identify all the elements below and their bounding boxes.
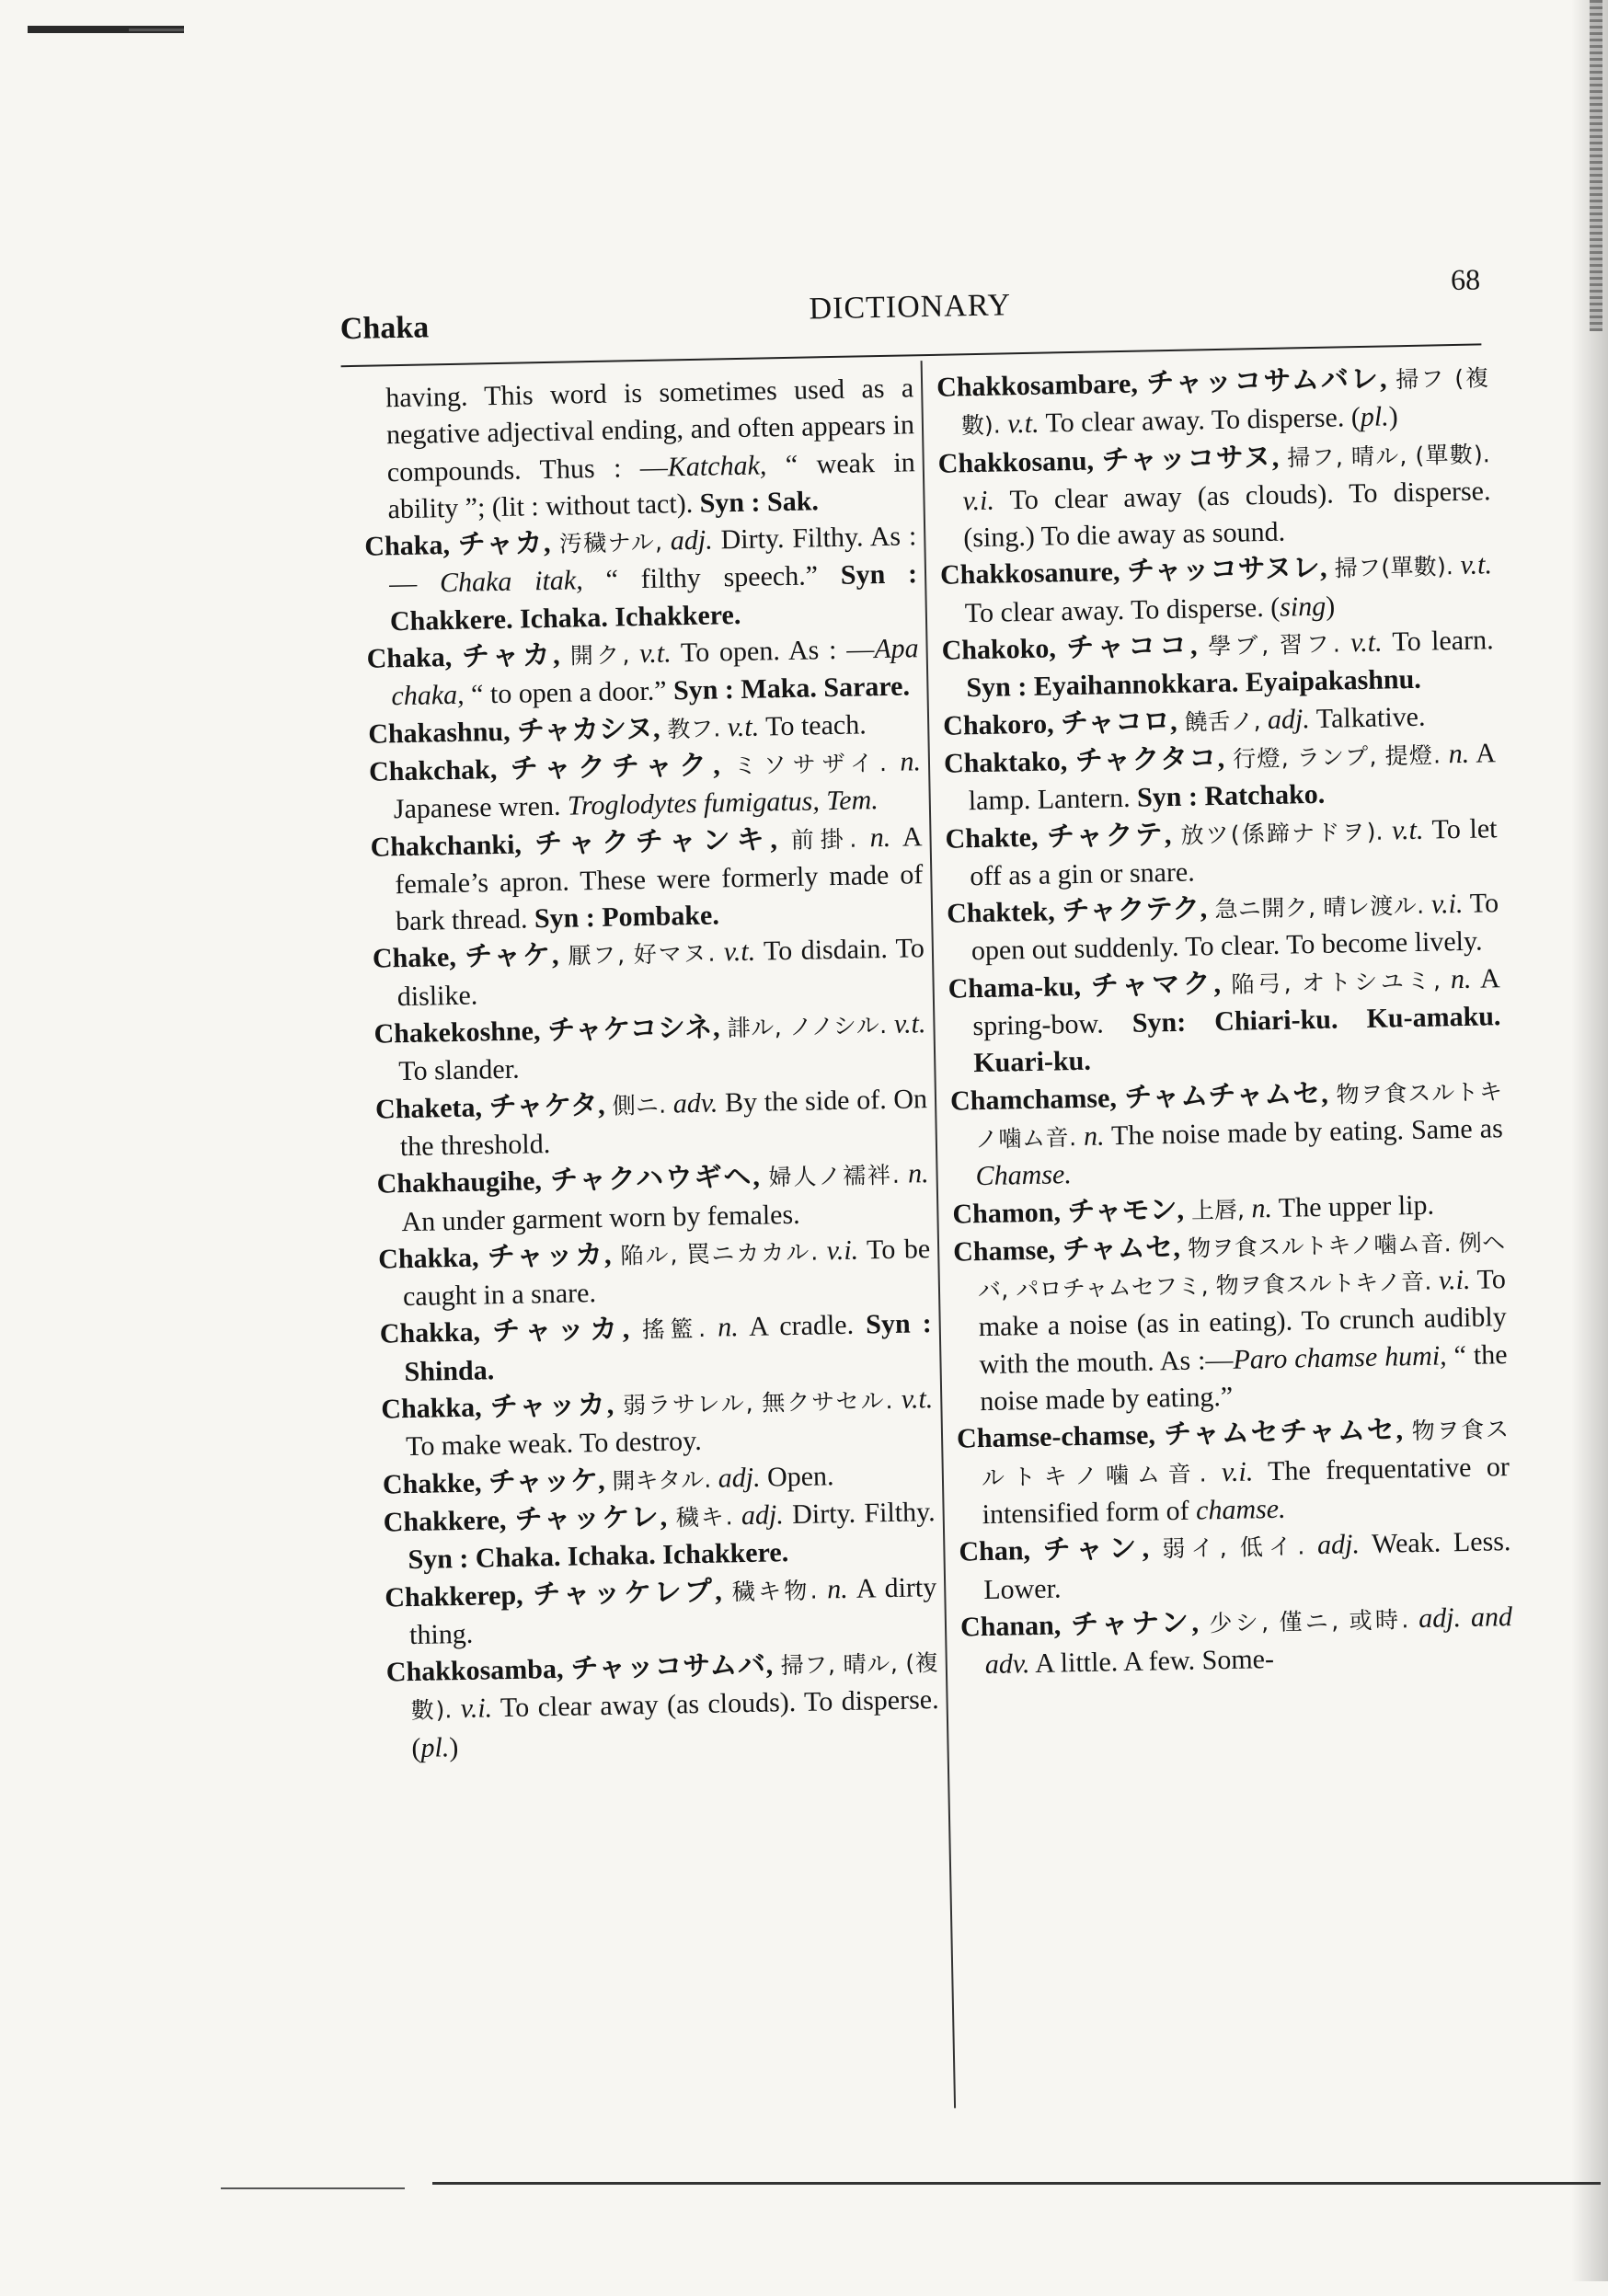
synonym-words: Pombake. [594, 900, 720, 934]
part-of-speech: adj. [1304, 1529, 1361, 1561]
definition-text: Open. [760, 1460, 834, 1493]
bottom-rule [432, 2182, 1601, 2185]
headword: Chakkosanu, [937, 445, 1095, 479]
katakana-reading: チャカ, [451, 639, 560, 673]
part-of-speech: adj. [732, 1499, 785, 1532]
dictionary-entry [381, 1381, 934, 1466]
japanese-gloss: 側ニ. [604, 1091, 667, 1119]
katakana-reading: チャカ, [449, 528, 551, 561]
headword: Chakkere, [383, 1504, 507, 1538]
part-of-speech: v.i. [451, 1693, 493, 1725]
definition-text: ) [1325, 591, 1336, 622]
example-text: Chaka itak, [439, 565, 583, 599]
definition-text: Talkative. [1309, 701, 1426, 734]
headword: Chakkerep, [384, 1579, 523, 1613]
japanese-gloss: 掃フ (複數). [960, 364, 1489, 440]
page-edge-binding [1590, 0, 1602, 331]
japanese-gloss: 開ク, [559, 641, 630, 670]
japanese-gloss: 陥ル, 罠ニカカル. [611, 1238, 819, 1269]
headword: Chakkosamba, [385, 1653, 564, 1688]
katakana-reading: チャクテ, [1038, 819, 1172, 853]
page-number: 68 [1450, 262, 1481, 297]
headword: Chakka, [377, 1242, 479, 1275]
headword: Chaka, [366, 642, 453, 674]
katakana-reading: チャッコサヌ, [1093, 442, 1280, 476]
definition-text: A cradle. [738, 1309, 867, 1343]
headword: Chakhaugihe, [376, 1165, 543, 1200]
dictionary-entry [941, 622, 1494, 707]
part-of-speech: v.t. [715, 936, 756, 968]
japanese-gloss: 穢キ. [666, 1503, 733, 1532]
headword: Chakka, [381, 1392, 482, 1425]
dictionary-entry [937, 435, 1491, 557]
japanese-gloss: 教フ. [660, 715, 721, 743]
dictionary-entry [373, 931, 925, 1016]
japanese-gloss: 掃フ(單數). [1327, 553, 1454, 583]
dictionary-entry [959, 1523, 1511, 1609]
dictionary-entry [369, 743, 922, 829]
definition-text: To be caught in a snare. [402, 1233, 931, 1313]
definition-text: The noise made by eating. Same as [1104, 1113, 1504, 1152]
part-of-speech: v.i. [1430, 1264, 1471, 1296]
japanese-gloss: 物ヲ食スルトキノ噛ム音. [981, 1416, 1510, 1491]
headword: Chaka, [364, 530, 451, 562]
example-text: Paro chamse humi, [1233, 1340, 1447, 1375]
definition-text: To open out suddenly. To clear. To become lively. [971, 888, 1499, 967]
example-text: Apa chaka, [391, 633, 919, 712]
japanese-gloss: 上唇, [1183, 1196, 1246, 1224]
japanese-gloss: 行燈, ランプ, 提燈. [1223, 741, 1441, 773]
definition-text: The upper lip. [1271, 1189, 1435, 1223]
headword: Chakkosanure, [939, 557, 1120, 591]
katakana-reading: チャカシヌ, [510, 713, 660, 747]
katakana-reading: チャクタコ, [1066, 742, 1225, 777]
dictionary-entry [379, 1306, 932, 1392]
headword: Chanan, [959, 1610, 1062, 1643]
headword: Chamchamse, [949, 1082, 1118, 1117]
definition-text: Weak. Less. Lower. [982, 1526, 1511, 1605]
japanese-gloss: 厭フ, 好マヌ. [558, 939, 716, 970]
part-of-speech: v.t. [1000, 408, 1039, 440]
synonym-words: Shinda. [404, 1354, 495, 1387]
definition-text: A little. A few. Some- [1029, 1644, 1275, 1680]
dictionary-entry [945, 810, 1498, 896]
definition-text: To slander. [398, 1053, 520, 1087]
example-text: Troglodytes fumigatus, Tem. [567, 785, 879, 821]
part-of-speech: adj. [661, 524, 713, 557]
dictionary-entry [383, 1494, 936, 1579]
katakana-reading: チャケタ, [481, 1089, 605, 1123]
part-of-speech: n. [1440, 738, 1470, 770]
part-of-speech: v.t. [886, 1008, 926, 1040]
example-text: sing [1279, 591, 1327, 623]
part-of-speech: v.t. [629, 637, 672, 670]
synonym-label: Syn: [1131, 1006, 1187, 1039]
japanese-gloss: 弱ラサレル, 無クサセル. [613, 1386, 893, 1419]
headword: Chakke, [382, 1467, 482, 1500]
katakana-reading: チャクチャンキ, [521, 823, 778, 860]
definition-text: A spring-bow. [972, 962, 1500, 1042]
example-text: chamse. [1195, 1493, 1286, 1526]
japanese-gloss: 學ブ, 習フ. [1197, 630, 1341, 660]
part-of-speech: v.i. [1206, 1456, 1254, 1487]
synonym-words: Chaka. Ichaka. Ichakkere. [468, 1537, 789, 1575]
part-of-speech: v.t. [1453, 549, 1493, 581]
katakana-reading: チャッカ, [478, 1239, 612, 1273]
katakana-reading: チャクテク, [1054, 893, 1208, 927]
part-of-speech: v.i. [962, 485, 995, 517]
synonym-words: Chiari-ku. Ku-amaku. Kuari-ku. [972, 1001, 1501, 1079]
katakana-reading: チャッコサムバレ, [1137, 363, 1387, 399]
dictionary-entry [366, 630, 919, 716]
part-of-speech: v.t. [719, 711, 760, 743]
example-text: pl. [1360, 401, 1389, 433]
headword: Chakte, [945, 821, 1039, 855]
katakana-reading: チャッコサヌレ, [1120, 553, 1327, 588]
katakana-reading: チャマク, [1080, 968, 1222, 1002]
dictionary-entry [376, 1155, 929, 1241]
japanese-gloss: 急ニ開ク, 晴レ渡ル. [1206, 891, 1425, 924]
katakana-reading: チャクチャク, [496, 750, 720, 786]
definition-text: To make a noise (as in eating). To crunch audibly with the mouth. As :— [978, 1264, 1507, 1380]
dictionary-entry [385, 1569, 937, 1655]
katakana-reading: チャッケ, [481, 1464, 605, 1498]
dictionary-entry [364, 518, 918, 640]
dictionary-entry [948, 960, 1501, 1083]
guide-word: Chaka [339, 310, 430, 347]
synonym-words: Sak. [760, 486, 820, 518]
dictionary-entry [370, 819, 924, 941]
dictionary-entry [936, 359, 1489, 445]
running-head [339, 262, 1481, 347]
dictionary-entry [375, 1081, 928, 1166]
dictionary-entry [373, 1005, 926, 1091]
headword: Chakekoshne, [373, 1016, 541, 1050]
definition-text: An under garment worn by females. [401, 1199, 800, 1237]
definition-text: To teach. [758, 709, 867, 742]
definition-text: By the side of. On the threshold. [399, 1083, 928, 1163]
japanese-gloss: 誹ル, ノノシル. [719, 1012, 888, 1042]
katakana-reading: チャケコシネ, [540, 1012, 720, 1047]
japanese-gloss: 掃フ, 晴ル, (單數). [1278, 440, 1490, 472]
japanese-gloss: 放ツ(係蹄ナドヲ). [1171, 818, 1384, 849]
part-of-speech: n. [1244, 1192, 1273, 1224]
right-column [936, 359, 1513, 1684]
part-of-speech: v.t. [892, 1383, 934, 1415]
definition-text: To clear away (as clouds). To disperse. (sing.) To die away as sound. [962, 476, 1491, 554]
katakana-reading: チャムセチャムセ, [1154, 1415, 1404, 1451]
headword: Chakkosambare, [936, 368, 1139, 403]
katakana-reading: チャッカ, [479, 1314, 630, 1348]
synonym-label: Syn : [672, 674, 735, 706]
japanese-gloss: 陥弓, オトシユミ, [1220, 967, 1441, 998]
part-of-speech: n. [856, 821, 891, 854]
definition-text: Dirty. Filthy. As : — [388, 521, 917, 600]
dictionary-entry [944, 735, 1497, 821]
headword: Chan, [959, 1535, 1031, 1567]
example-text: Chamse. [975, 1159, 1073, 1192]
headword: Chamon, [952, 1196, 1062, 1230]
definition-text: To clear away (as clouds). To disperse. ( [411, 1684, 939, 1763]
synonym-label: Syn : [1136, 781, 1199, 813]
japanese-gloss: 開キタル. [604, 1465, 712, 1495]
katakana-reading: チャケ, [455, 940, 559, 973]
definition-text: To disdain. To dislike. [396, 933, 925, 1012]
katakana-reading: チャッコサムバ, [563, 1649, 774, 1684]
japanese-gloss: 物ヲ食スルトキノ噛ム音. 例ヘバ, パロチャムセフミ, 物ヲ食スルトキノ音. [977, 1228, 1506, 1304]
headword: Chake, [372, 942, 457, 975]
dictionary-entry [957, 1410, 1510, 1533]
katakana-reading: チャムチャムセ, [1116, 1078, 1328, 1113]
headword: Chakchanki, [370, 829, 523, 863]
definition-text: A lamp. Lantern. [968, 738, 1497, 817]
japanese-gloss: 掃フ, 晴ル, (複數). [410, 1649, 939, 1725]
definition-text: The frequentative or intensified form of [982, 1451, 1510, 1530]
katakana-reading: チャッカ, [481, 1389, 614, 1423]
definition-text: Dirty. Filthy. [783, 1496, 936, 1531]
headword: Chakka, [379, 1316, 481, 1350]
synonym-words: Ratchako. [1197, 779, 1326, 812]
japanese-gloss: 饒舌ノ, [1177, 706, 1261, 736]
headword: Chakchak, [368, 754, 498, 787]
page-title: DICTIONARY [809, 288, 1012, 327]
part-of-speech: n. [705, 1312, 740, 1344]
katakana-reading: チャッケレ, [506, 1501, 668, 1535]
part-of-speech: n. [1075, 1120, 1105, 1152]
katakana-reading: チャン, [1029, 1533, 1150, 1567]
dictionary-entry [378, 1231, 931, 1316]
part-of-speech: n. [886, 746, 922, 777]
definition-text: “ to open a door.” [464, 675, 674, 711]
japanese-gloss: 汚穢ナル, [550, 528, 663, 558]
definition-text: “ the noise made by eating.” [980, 1338, 1508, 1418]
part-of-speech: v.t. [1383, 814, 1424, 846]
definition-text: To let off as a gin or snare. [970, 812, 1498, 892]
dictionary-entry [960, 1599, 1513, 1684]
headword: Chakashnu, [367, 716, 511, 750]
synonym-label: Syn : [408, 1544, 469, 1576]
headword: Chamse, [952, 1234, 1056, 1268]
definition-text: Japanese wren. [393, 790, 569, 825]
left-column [362, 370, 940, 1767]
definition-text: “ weak in ability ”; (lit : without tact). [387, 446, 916, 525]
katakana-reading: チャナン, [1060, 1607, 1200, 1641]
definition-text: ) [448, 1731, 459, 1762]
headword: Chaktako, [943, 746, 1068, 779]
part-of-speech: adj. [1260, 703, 1311, 735]
katakana-reading: チャクハウギヘ, [541, 1161, 761, 1197]
headword: Chamse-chamse, [956, 1419, 1156, 1454]
dictionary-entry [940, 547, 1493, 633]
japanese-gloss: 弱イ, 低イ. [1148, 1533, 1305, 1563]
part-of-speech: v.i. [817, 1234, 859, 1267]
definition-text: “ filthy speech.” [582, 560, 842, 596]
dictionary-entry [385, 1644, 939, 1767]
katakana-reading: チャモン, [1060, 1194, 1185, 1227]
part-of-speech: adj. and adv. [984, 1601, 1513, 1681]
japanese-gloss: 前掛. [776, 825, 857, 854]
katakana-reading: チャッケレプ, [523, 1576, 723, 1611]
japanese-gloss: 穢キ物. [721, 1577, 818, 1606]
synonym-words: Chakkere. Ichaka. Ichakkere. [389, 599, 741, 637]
japanese-gloss: 少シ, 僅ニ, 或時. [1198, 1605, 1409, 1637]
part-of-speech: adj. [710, 1462, 761, 1494]
definition-text: To learn. [1382, 625, 1494, 658]
katakana-reading: チャムセ, [1054, 1232, 1181, 1266]
definition-text: To open. As : — [671, 634, 875, 669]
synonym-words: Maka. Sarare. [733, 671, 911, 706]
definition-text: A female’s apron. These were formerly made of bark thread. [395, 821, 924, 937]
synonym-label: Syn : [966, 672, 1028, 704]
definition-text: A dirty thing. [408, 1571, 937, 1650]
headword: Chakoko, [941, 633, 1057, 666]
synonym-label: Syn : [840, 558, 918, 591]
definition-text: ) [1388, 401, 1398, 432]
japanese-gloss: ミソサザイ. [719, 749, 888, 780]
japanese-gloss: 物ヲ食スルトキノ噛ム音. [974, 1077, 1503, 1154]
japanese-gloss: 搖籃. [628, 1315, 706, 1344]
synonym-label: Syn : [865, 1308, 933, 1340]
definition-text: having. This word is sometimes used as a negative adjectival ending, and often appears in compounds. Thus : — [385, 373, 915, 488]
part-of-speech: v.t. [1339, 626, 1383, 659]
headword: Chama-ku, [948, 970, 1082, 1004]
part-of-speech: adv. [665, 1087, 718, 1119]
definition-text: To clear away. To disperse. ( [1039, 402, 1361, 439]
headword: Chaketa, [374, 1092, 483, 1125]
synonym-label: Syn : [699, 487, 761, 519]
katakana-reading: チャコロ, [1053, 706, 1177, 740]
definition-text: To make weak. To destroy. [405, 1426, 702, 1463]
entry-continuation [362, 370, 916, 529]
part-of-speech: n. [817, 1573, 849, 1605]
dictionary-entry [950, 1073, 1504, 1196]
example-text: Katchak, [667, 449, 767, 483]
dictionary-entry [953, 1223, 1509, 1421]
synonym-words: Eyaihannokkara. Eyaipakashnu. [1026, 664, 1422, 703]
definition-text: To clear away. To disperse. ( [964, 591, 1281, 629]
synonym-label: Syn : [534, 902, 596, 935]
part-of-speech: v.i. [1423, 889, 1464, 920]
part-of-speech: n. [1440, 963, 1472, 995]
headword: Chakoro, [942, 708, 1054, 741]
bottom-rule [221, 2187, 405, 2189]
dictionary-entry [947, 885, 1499, 970]
part-of-speech: n. [899, 1158, 929, 1189]
example-text: pl. [420, 1731, 450, 1763]
japanese-gloss: 婦人ノ襦袢. [759, 1161, 901, 1191]
katakana-reading: チャココ, [1055, 630, 1198, 664]
headword: Chaktek, [946, 896, 1055, 929]
